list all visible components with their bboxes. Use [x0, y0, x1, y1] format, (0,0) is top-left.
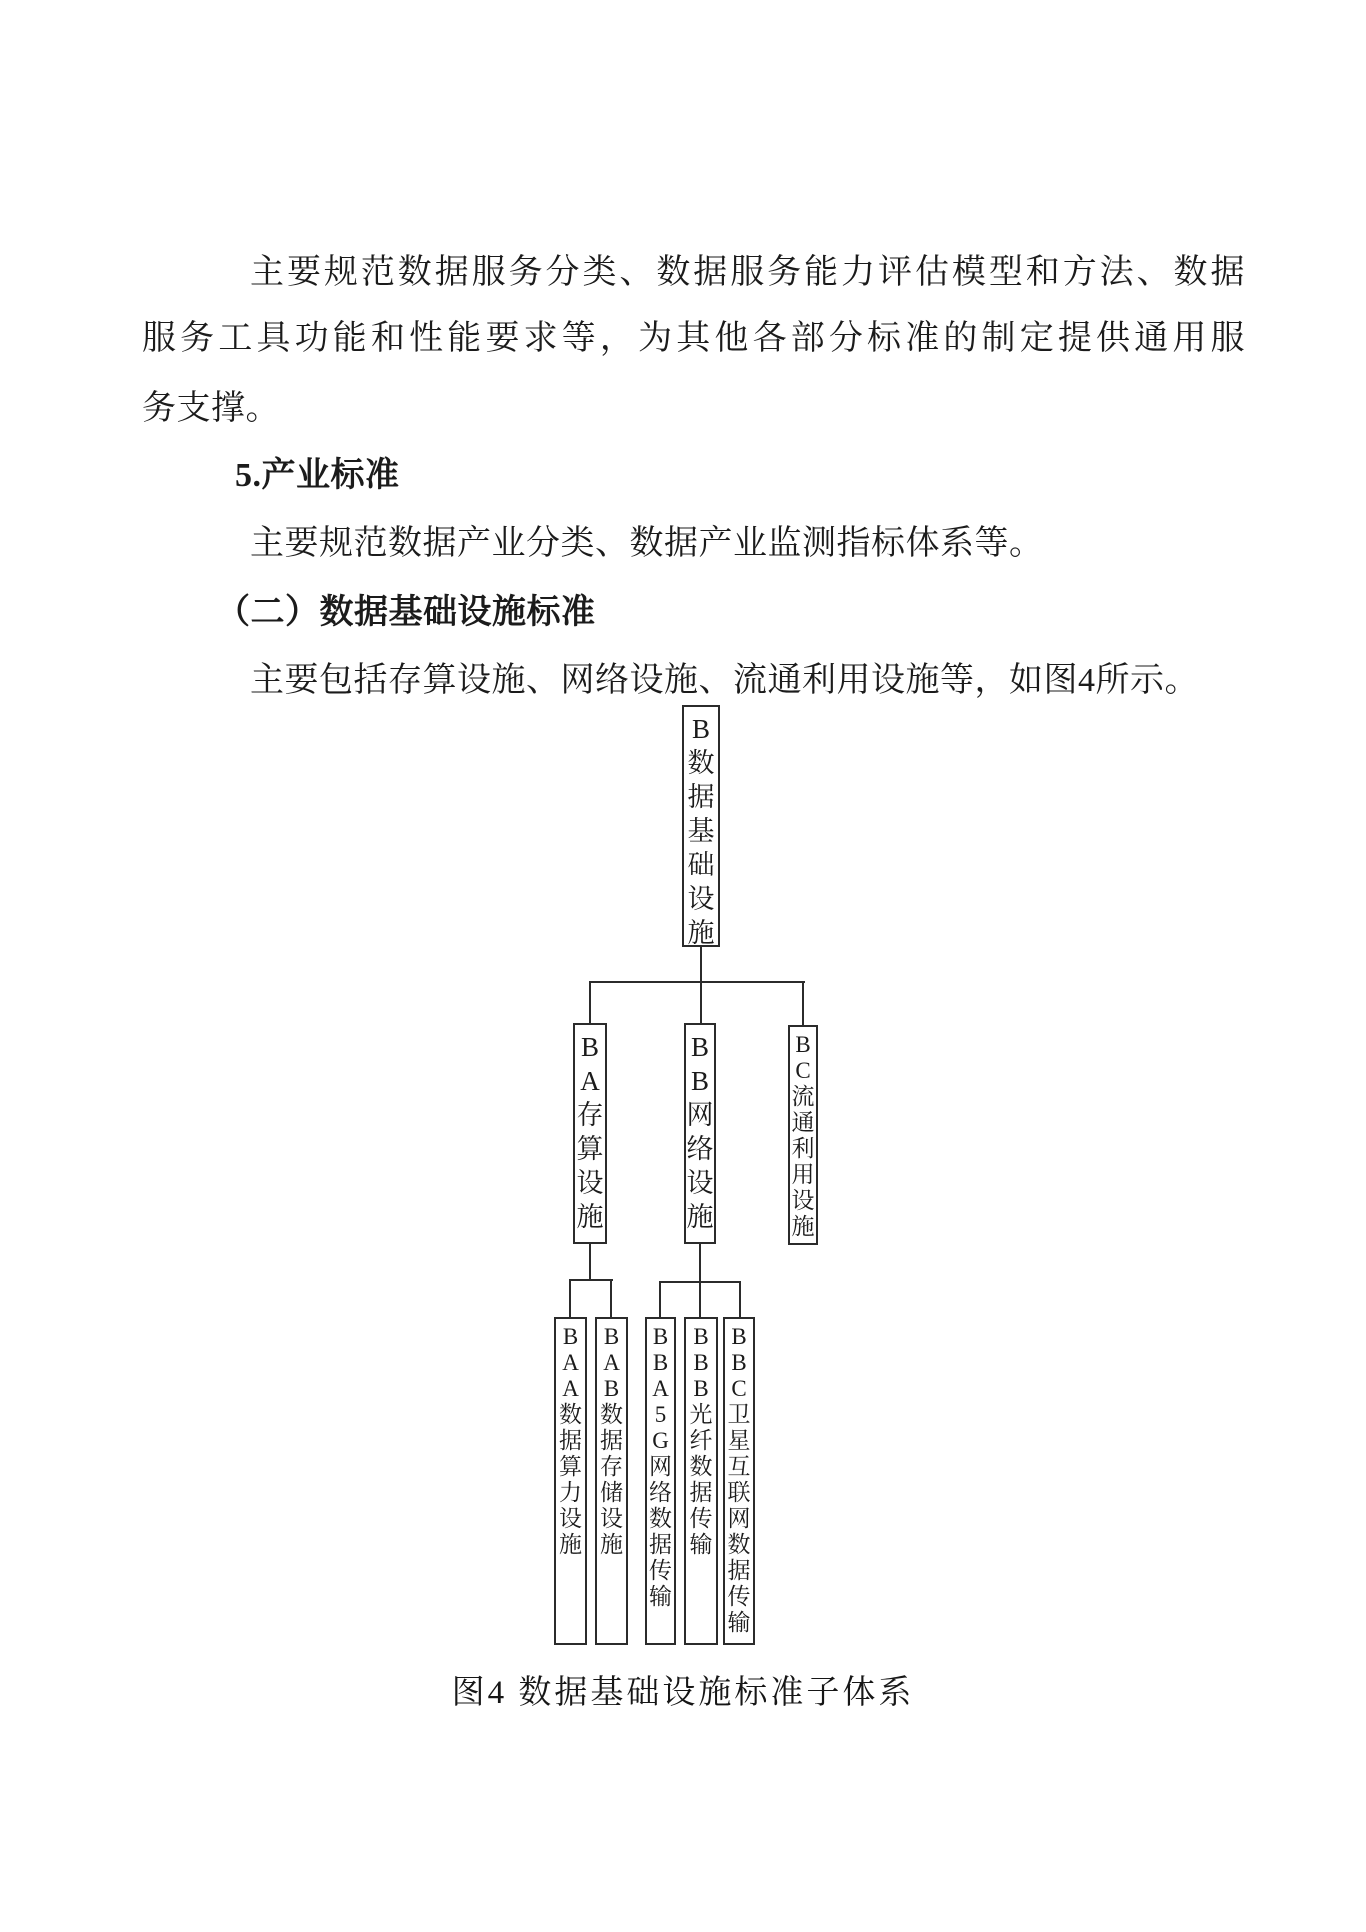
tree-node-bb: B B 网 络 设 施	[684, 1023, 716, 1244]
tree-node-bbc: B B C 卫 星 互 联 网 数 据 传 输	[723, 1317, 755, 1645]
connector-line	[699, 1242, 701, 1283]
tree-node-baa: B A A 数 据 算 力 设 施	[554, 1317, 587, 1645]
tree-node-b: B 数 据 基 础 设 施	[682, 705, 720, 947]
figure-caption: 图4 数据基础设施标准子体系	[451, 1675, 915, 1711]
connector-line	[739, 1281, 741, 1317]
paragraph-line: 主要规范数据产业分类、数据产业监测指标体系等。	[250, 525, 1044, 562]
paragraph-line: 主要规范数据服务分类、数据服务能力评估模型和方法、数据	[250, 254, 1245, 291]
heading-industry-standard: 5.产业标准	[235, 457, 400, 494]
tree-node-bc: B C 流 通 利 用 设 施	[788, 1025, 818, 1245]
tree-node-bab: B A B 数 据 存 储 设 施	[595, 1317, 628, 1645]
connector-line	[700, 981, 702, 1023]
tree-node-ba: B A 存 算 设 施	[573, 1023, 607, 1244]
tree-node-bbb: B B B 光 纤 数 据 传 输	[684, 1317, 718, 1645]
connector-line	[569, 1279, 571, 1317]
connector-line	[589, 981, 591, 1023]
connector-line	[589, 1242, 591, 1281]
paragraph-line: 服务工具功能和性能要求等，为其他各部分标准的制定提供通用服	[142, 320, 1245, 357]
tree-node-bba: B B A 5 G 网 络 数 据 传 输	[645, 1317, 676, 1645]
connector-line	[659, 1281, 661, 1317]
heading-data-infrastructure-standard: （二）数据基础设施标准	[216, 594, 596, 631]
connector-line	[610, 1279, 612, 1317]
paragraph-line: 务支撑。	[142, 390, 280, 427]
connector-line	[802, 981, 804, 1025]
connector-line	[699, 1281, 701, 1317]
paragraph-line: 主要包括存算设施、网络设施、流通利用设施等，如图4所示。	[250, 662, 1199, 699]
connector-line	[589, 981, 805, 983]
connector-line	[700, 945, 702, 983]
connector-line	[569, 1279, 613, 1281]
